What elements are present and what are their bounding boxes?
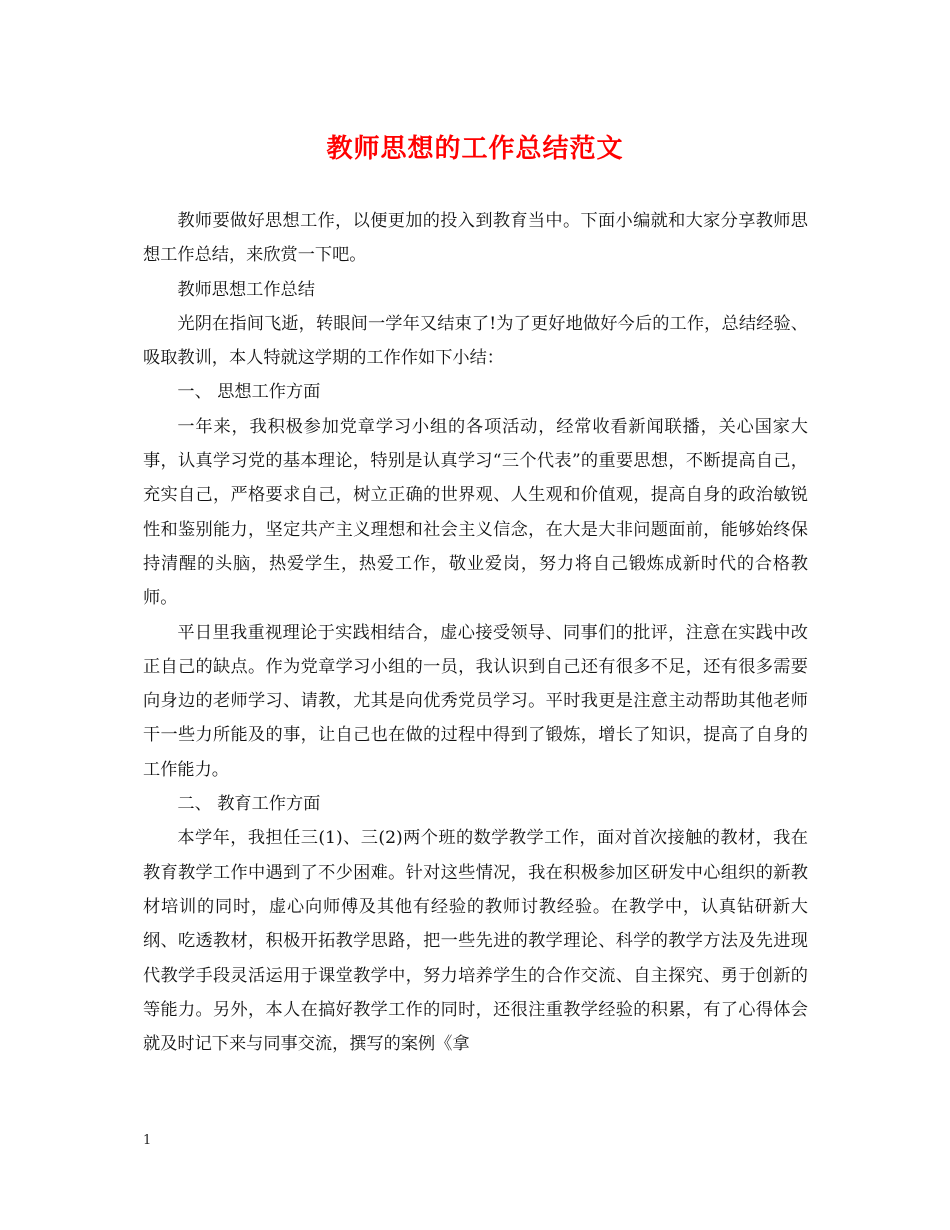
intro-paragraph: 教师要做好思想工作，以便更加的投入到教育当中。下面小编就和大家分享教师思想工作总结，来欣赏一下吧。 [143,211,808,266]
thought-work-paragraph-1: 一年来，我积极参加党章学习小组的各项活动，经常收看新闻联播，关心国家大事，认真学习党的基本理论，特别是认真学习“三个代表”的重要思想，不断提高自己，充实自己，严格要求自己，树立正确的世界观、人生观和价值观，提高自身的政治敏锐性和鉴别能力，坚定共产主义理想和社会主义信念，在大是大非问题面前，能够始终保持清醒的头脑，热爱学生，热爱工作，敬业爱岗，努力将自己锻炼成新时代的合格教师。 [143,416,808,609]
section-subtitle: 教师思想工作总结 [177,279,315,300]
page-number: 1 [143,1133,152,1148]
thought-work-paragraph-2: 平日里我重视理论于实践相结合，虚心接受领导、同事们的批评，注意在实践中改正自己的缺点。作为党章学习小组的一员，我认识到自己还有很多不足，还有很多需要向身边的老师学习、请教，尤其是向优秀党员学习。平时我更是注意主动帮助其他老师干一些力所能及的事，让自己也在做的过程中得到了锻炼，增长了知识，提高了自身的工作能力。 [143,622,808,780]
education-work-paragraph: 本学年，我担任三(1)、三(2)两个班的数学教学工作，面对首次接触的教材，我在教育教学工作中遇到了不少困难。针对这些情况，我在积极参加区研发中心组织的新教材培训的同时，虚心向师傅及其他有经验的教师讨教经验。在教学中，认真钻研新大纲、吃透教材，积极开拓教学思路，把一些先进的教学理论、科学的教学方法及先进现代教学手段灵活运用于课堂教学中，努力培养学生的合作交流、自主探究、勇于创新的等能力。另外，本人在搞好教学工作的同时，还很注重教学经验的积累，有了心得体会就及时记下来与同事交流，撰写的案例《拿 [143,828,808,1055]
opening-paragraph: 光阴在指间飞逝，转眼间一学年又结束了!为了更好地做好今后的工作，总结经验、吸取教训，本人特就这学期的工作作如下小结： [143,313,808,369]
section-heading-thought-work: 一、 思想工作方面 [177,382,321,403]
section-heading-education-work: 二、 教育工作方面 [177,794,321,815]
document-title: 教师思想的工作总结范文 [326,134,624,164]
document-body [143,204,808,1061]
